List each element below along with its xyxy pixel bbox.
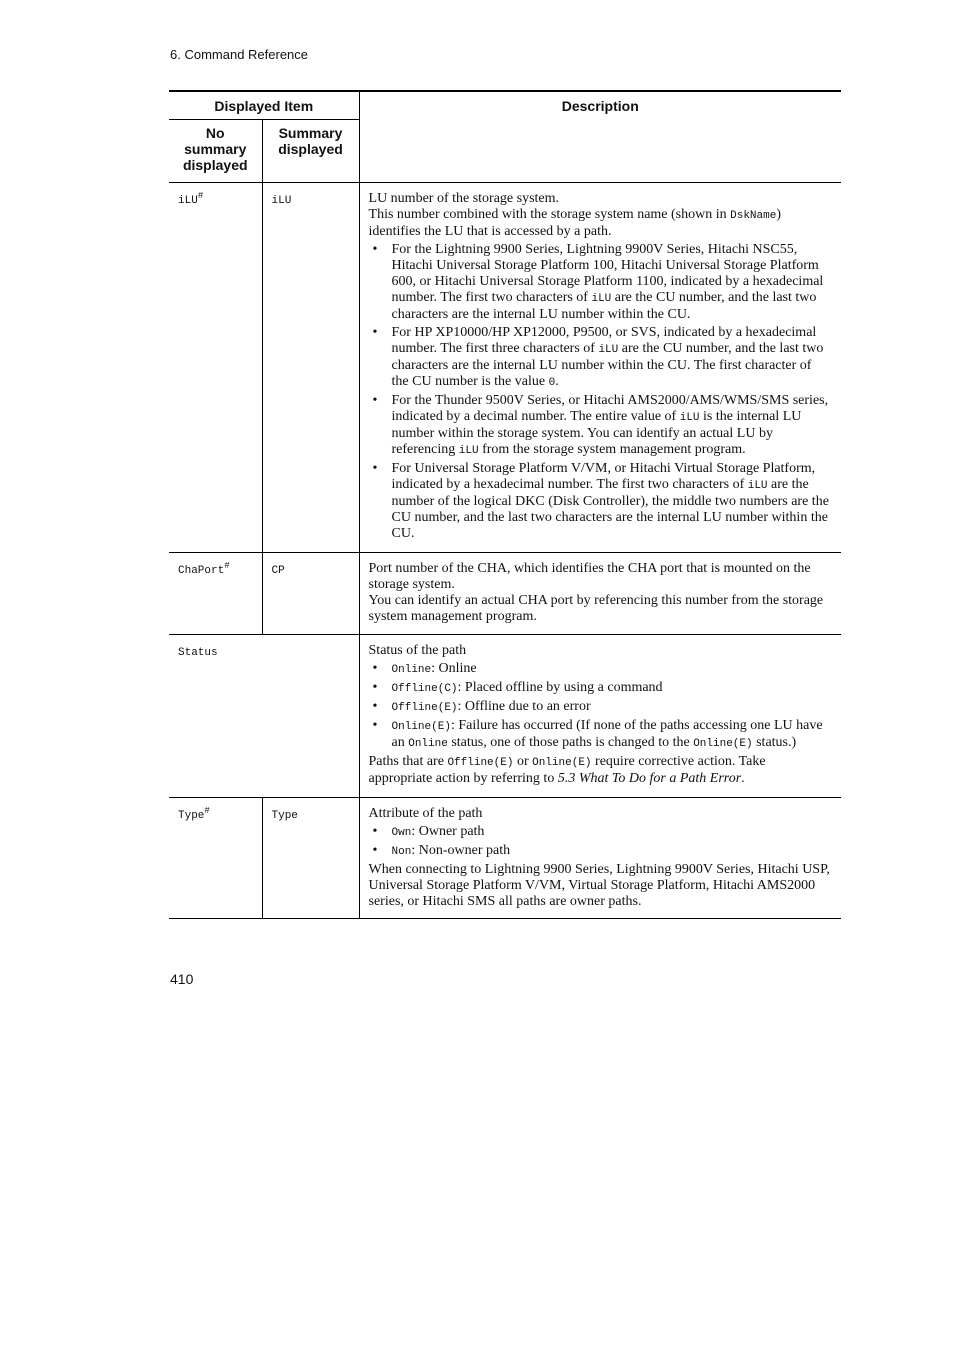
page-number: 410: [170, 971, 194, 987]
header-displayed-item: Displayed Item: [169, 91, 359, 120]
table-row-type: [169, 798, 841, 919]
list-item: • Offline(E): Offline due to an error: [369, 699, 833, 716]
summary-ilu: iLU: [262, 183, 359, 553]
list-item: • Non: Non-owner path: [369, 843, 833, 860]
item-chaport: ChaPort#: [169, 553, 262, 635]
description-chaport: Port number of the CHA, which identifies the CHA port that is mounted on the storage system. You can identify an actual CHA port by referencing this number from the storage system management program.: [359, 553, 841, 635]
summary-chaport: CP: [262, 553, 359, 635]
list-item: • For the Thunder 9500V Series, or Hitachi AMS2000/AMS/WMS/SMS series, indicated by a decimal number. The entire value of iLU is the internal LU number within the storage system. You can identify an actual LU by referencing iLU from the storage system management program.: [369, 393, 833, 459]
list-item: • Own: Owner path: [369, 824, 833, 841]
summary-type: Type: [262, 798, 359, 919]
table-row-status: [169, 635, 841, 798]
description-ilu: LU number of the storage system. This number combined with the storage system name (shown in DskName) identifies the LU that is accessed by a path. • For the Lightning 9900 Series, Lightning 9900V Series, Hitachi NSC55, Hitachi Universal Storage Platform 100, Hitachi Universal Storage Platform 600, or Hitachi Universal Storage Platform 1100, indicated by a hexadecimal number. The first two characters of iLU are the CU number, and the last two characters are the internal LU number within the CU. • For HP XP10000/HP XP12000, P9500, or SVS, indicated by a hexadecimal number. The first three characters of iLU are the CU number, and the last two characters are the internal LU number within the CU. The first character of the CU number is the value 0. • For the Thunder 9500V Series, or Hitachi AMS2000/AMS/WMS/SMS series, indicated by a decimal number. The entire value of iLU is the internal LU number within the storage system. You can identify an actual LU by referencing iLU from the storage system management program. • For Universal Storage Platform V/VM, or Hitachi Virtual Storage Platform, indicated by a hexadecimal number. The first two characters of iLU are the number of the logical DKC (Disk Controller), the middle two numbers are the CU number, and the last two characters are the internal LU number within the CU.: [359, 183, 841, 553]
list-item: • Online(E): Failure has occurred (If none of the paths accessing one LU have an Online status, one of those paths is changed to the Online(E) status.): [369, 718, 833, 752]
list-item: • Offline(C): Placed offline by using a command: [369, 680, 833, 697]
displayed-items-table: [169, 90, 841, 919]
item-type: Type#: [169, 798, 262, 919]
list-item: • For Universal Storage Platform V/VM, or Hitachi Virtual Storage Platform, indicated by a hexadecimal number. The first two characters of iLU are the number of the logical DKC (Disk Controller), the middle two numbers are the CU number, and the last two characters are the internal LU number within the CU.: [369, 461, 833, 542]
item-ilu: iLU#: [169, 183, 262, 553]
list-item: • For the Lightning 9900 Series, Lightning 9900V Series, Hitachi NSC55, Hitachi Universal Storage Platform 100, Hitachi Universal Storage Platform 600, or Hitachi Universal Storage Platform 1100, indicated by a hexadecimal number. The first two characters of iLU are the CU number, and the last two characters are the internal LU number within the CU.: [369, 242, 833, 323]
list-item: • For HP XP10000/HP XP12000, P9500, or SVS, indicated by a hexadecimal number. The first three characters of iLU are the CU number, and the last two characters are the internal LU number within the CU. The first character of the CU number is the value 0.: [369, 325, 833, 391]
ilu-bullet-list: [369, 242, 833, 542]
header-no-summary: No summary displayed: [169, 120, 262, 183]
description-status: Status of the path • Online: Online • Offline(C): Placed offline by using a command • Offline(E): Offline due to an error • Online(E): Failure has occurred (If none of the paths accessing one LU have an Online status, one of those paths is changed to the Online(E) status.) Paths that are Offline(E) or Online(E) require corrective action. Take appropriate action by referring to 5.3 What To Do for a Path Error.: [359, 635, 841, 798]
item-status: Status: [169, 635, 359, 798]
table-row-ilu: [169, 183, 841, 553]
header-summary: Summary displayed: [262, 120, 359, 183]
list-item: • Online: Online: [369, 661, 833, 678]
table-row-chaport: [169, 553, 841, 635]
running-header: 6. Command Reference: [170, 47, 309, 62]
header-description: Description: [359, 91, 841, 183]
type-bullet-list: [369, 824, 833, 860]
description-type: Attribute of the path • Own: Owner path • Non: Non-owner path When connecting to Lightning 9900 Series, Lightning 9900V Series, Hitachi USP, Universal Storage Platform V/VM, Virtual Storage Platform, Hitachi AMS2000 series, or Hitachi SMS all paths are owner paths.: [359, 798, 841, 919]
status-bullet-list: [369, 661, 833, 752]
